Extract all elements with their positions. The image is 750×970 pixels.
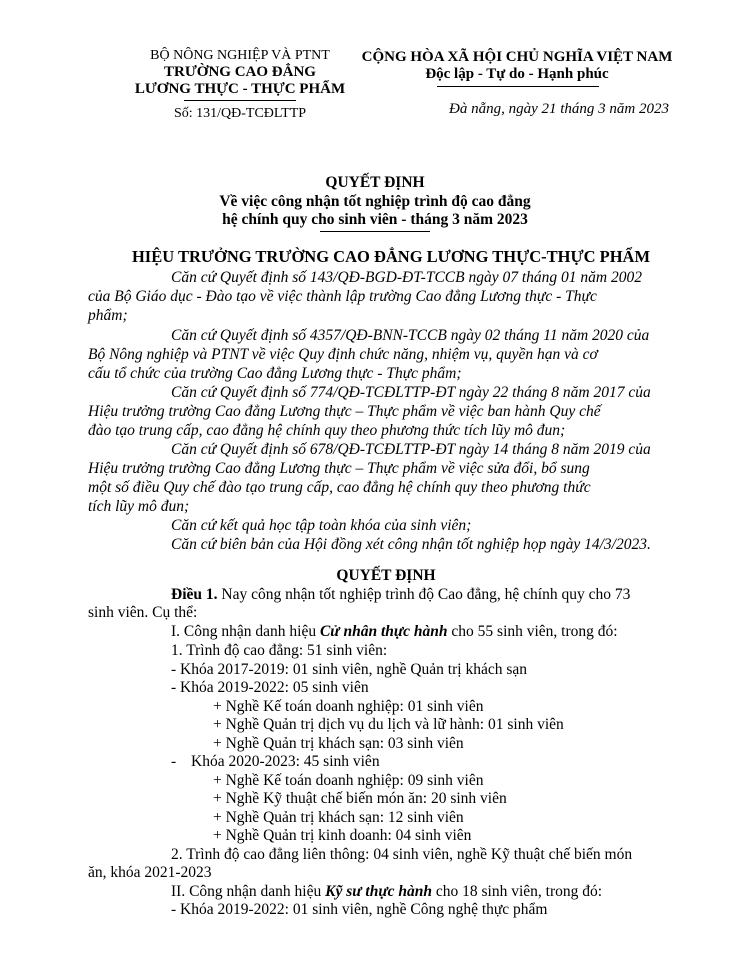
school-name-line1: TRƯỜNG CAO ĐẲNG bbox=[164, 64, 316, 80]
article-1-line1 bbox=[171, 585, 630, 604]
article-1-line2: sinh viên. Cụ thể: bbox=[88, 604, 198, 621]
section-1-heading bbox=[171, 622, 618, 641]
section-1-item-2-line2: ăn, khóa 2021-2023 bbox=[88, 864, 212, 881]
legal-basis-4 bbox=[88, 440, 688, 516]
legal-basis-1 bbox=[88, 268, 688, 325]
cohort-2017-2019: - Khóa 2017-2019: 01 sinh viên, nghề Quản trị khách sạn bbox=[171, 661, 528, 678]
decision-number: Số: 131/QĐ-TCĐLTTP bbox=[173, 106, 307, 121]
section-2-heading bbox=[171, 882, 602, 901]
cohort-2020-2023-item: + Nghề Quản trị khách sạn: 12 sinh viên bbox=[213, 809, 464, 826]
section-1-prefix: I. Công nhận danh hiệu bbox=[171, 623, 320, 640]
section-1-suffix: cho 55 sinh viên, trong đó: bbox=[447, 623, 618, 640]
section-2-prefix: II. Công nhận danh hiệu bbox=[171, 883, 326, 900]
section-2-title: Kỹ sư thực hành bbox=[325, 883, 432, 900]
date-place: Đà nẵng, ngày 21 tháng 3 năm 2023 bbox=[449, 101, 669, 117]
legal-basis-4-line2: Hiệu trưởng trường Cao đẳng Lương thực – Thực phẩm về việc sửa đổi, bổ sung bbox=[88, 460, 590, 477]
legal-basis-1-line2: của Bộ Giáo dục - Đào tạo về việc thành lập trường Cao đẳng Lương thực - Thực bbox=[88, 288, 597, 305]
nation-name: CỘNG HÒA XÃ HỘI CHỦ NGHĨA VIỆT NAM bbox=[361, 49, 673, 65]
document-subtitle-line1: Về việc công nhận tốt nghiệp trình độ cao đẳng bbox=[219, 193, 531, 210]
legal-basis-2 bbox=[88, 326, 688, 383]
cohort-2019-2022-item: + Nghề Quản trị khách sạn: 03 sinh viên bbox=[213, 735, 464, 752]
cohort-2019-2022: - Khóa 2019-2022: 05 sinh viên bbox=[171, 679, 369, 696]
cohort-2020-2023-item: + Nghề Kế toán doanh nghiệp: 09 sinh viên bbox=[213, 772, 484, 789]
legal-basis-3 bbox=[88, 383, 688, 440]
motto-underline bbox=[437, 86, 599, 87]
legal-basis-1-line3: phẩm; bbox=[88, 307, 128, 324]
legal-basis-6: Căn cứ biên bản của Hội đồng xét công nhận tốt nghiệp họp ngày 14/3/2023. bbox=[171, 536, 651, 553]
cohort-2019-2022-item: + Nghề Kế toán doanh nghiệp: 01 sinh viên bbox=[213, 698, 484, 715]
legal-basis-3-line1: Căn cứ Quyết định số 774/QĐ-TCĐLTTP-ĐT ngày 22 tháng 8 năm 2017 của bbox=[171, 384, 651, 401]
legal-basis-2-line2: Bộ Nông nghiệp và PTNT về việc Quy định chức năng, nhiệm vụ, quyền hạn và cơ bbox=[88, 346, 598, 363]
cohort-2019-2022-item: + Nghề Quản trị dịch vụ du lịch và lữ hành: 01 sinh viên bbox=[213, 716, 564, 733]
legal-basis-1-line1: Căn cứ Quyết định số 143/QĐ-BGD-ĐT-TCCB ngày 07 tháng 01 năm 2002 bbox=[171, 269, 642, 286]
cohort-2020-2023-item: + Nghề Quản trị kinh doanh: 04 sinh viên bbox=[213, 827, 472, 844]
cohort-2020-2023: Khóa 2020-2023: 45 sinh viên bbox=[191, 753, 380, 770]
legal-basis-4-line4: tích lũy mô đun; bbox=[88, 498, 190, 515]
national-motto: Độc lập - Tự do - Hạnh phúc bbox=[425, 66, 609, 82]
document-subtitle-line2: hệ chính quy cho sinh viên - tháng 3 năm 2023 bbox=[222, 211, 528, 228]
section-2-suffix: cho 18 sinh viên, trong đó: bbox=[431, 883, 603, 900]
school-underline bbox=[184, 100, 296, 101]
legal-basis-3-line2: Hiệu trưởng trường Cao đẳng Lương thực – Thực phẩm về việc ban hành Quy chế bbox=[88, 403, 601, 420]
decision-heading: QUYẾT ĐỊNH bbox=[336, 567, 436, 584]
article-1-label: Điều 1. bbox=[171, 586, 218, 603]
document-title: QUYẾT ĐỊNH bbox=[325, 174, 425, 191]
legal-basis-2-line1: Căn cứ Quyết định số 4357/QĐ-BNN-TCCB ngày 02 tháng 11 năm 2020 của bbox=[171, 327, 650, 344]
article-1-text: Nay công nhận tốt nghiệp trình độ Cao đẳng, hệ chính quy cho 73 bbox=[217, 586, 631, 603]
section-1-item-1: 1. Trình độ cao đẳng: 51 sinh viên: bbox=[171, 642, 388, 659]
issuing-authority: HIỆU TRƯỞNG TRƯỜNG CAO ĐẲNG LƯƠNG THỰC-THỰC PHẨM bbox=[131, 247, 651, 266]
ministry-name: BỘ NÔNG NGHIỆP VÀ PTNT bbox=[150, 48, 330, 63]
title-underline bbox=[320, 231, 430, 232]
cohort-2020-2023-item: + Nghề Kỹ thuật chế biến món ăn: 20 sinh viên bbox=[213, 790, 507, 807]
section-2-cohort-2019-2022: - Khóa 2019-2022: 01 sinh viên, nghề Công nghệ thực phẩm bbox=[171, 901, 548, 918]
school-name-line2: LƯƠNG THỰC - THỰC PHẨM bbox=[134, 81, 346, 97]
legal-basis-3-line3: đào tạo trung cấp, cao đẳng hệ chính quy theo phương thức tích lũy mô đun; bbox=[88, 422, 566, 439]
cohort-2020-2023-dash: - bbox=[171, 753, 177, 770]
section-1-title: Cử nhân thực hành bbox=[319, 623, 448, 640]
section-1-item-2-line1: 2. Trình độ cao đẳng liên thông: 04 sinh viên, nghề Kỹ thuật chế biến món bbox=[171, 846, 633, 863]
legal-basis-4-line3: một số điều Quy chế đào tạo trung cấp, cao đẳng hệ chính quy theo phương thức bbox=[88, 479, 591, 496]
legal-basis-2-line3: cấu tổ chức của trường Cao đẳng Lương thực - Thực phẩm; bbox=[88, 365, 462, 382]
legal-basis-5: Căn cứ kết quả học tập toàn khóa của sinh viên; bbox=[171, 517, 472, 534]
legal-basis-4-line1: Căn cứ Quyết định số 678/QĐ-TCĐLTTP-ĐT ngày 14 tháng 8 năm 2019 của bbox=[171, 441, 651, 458]
